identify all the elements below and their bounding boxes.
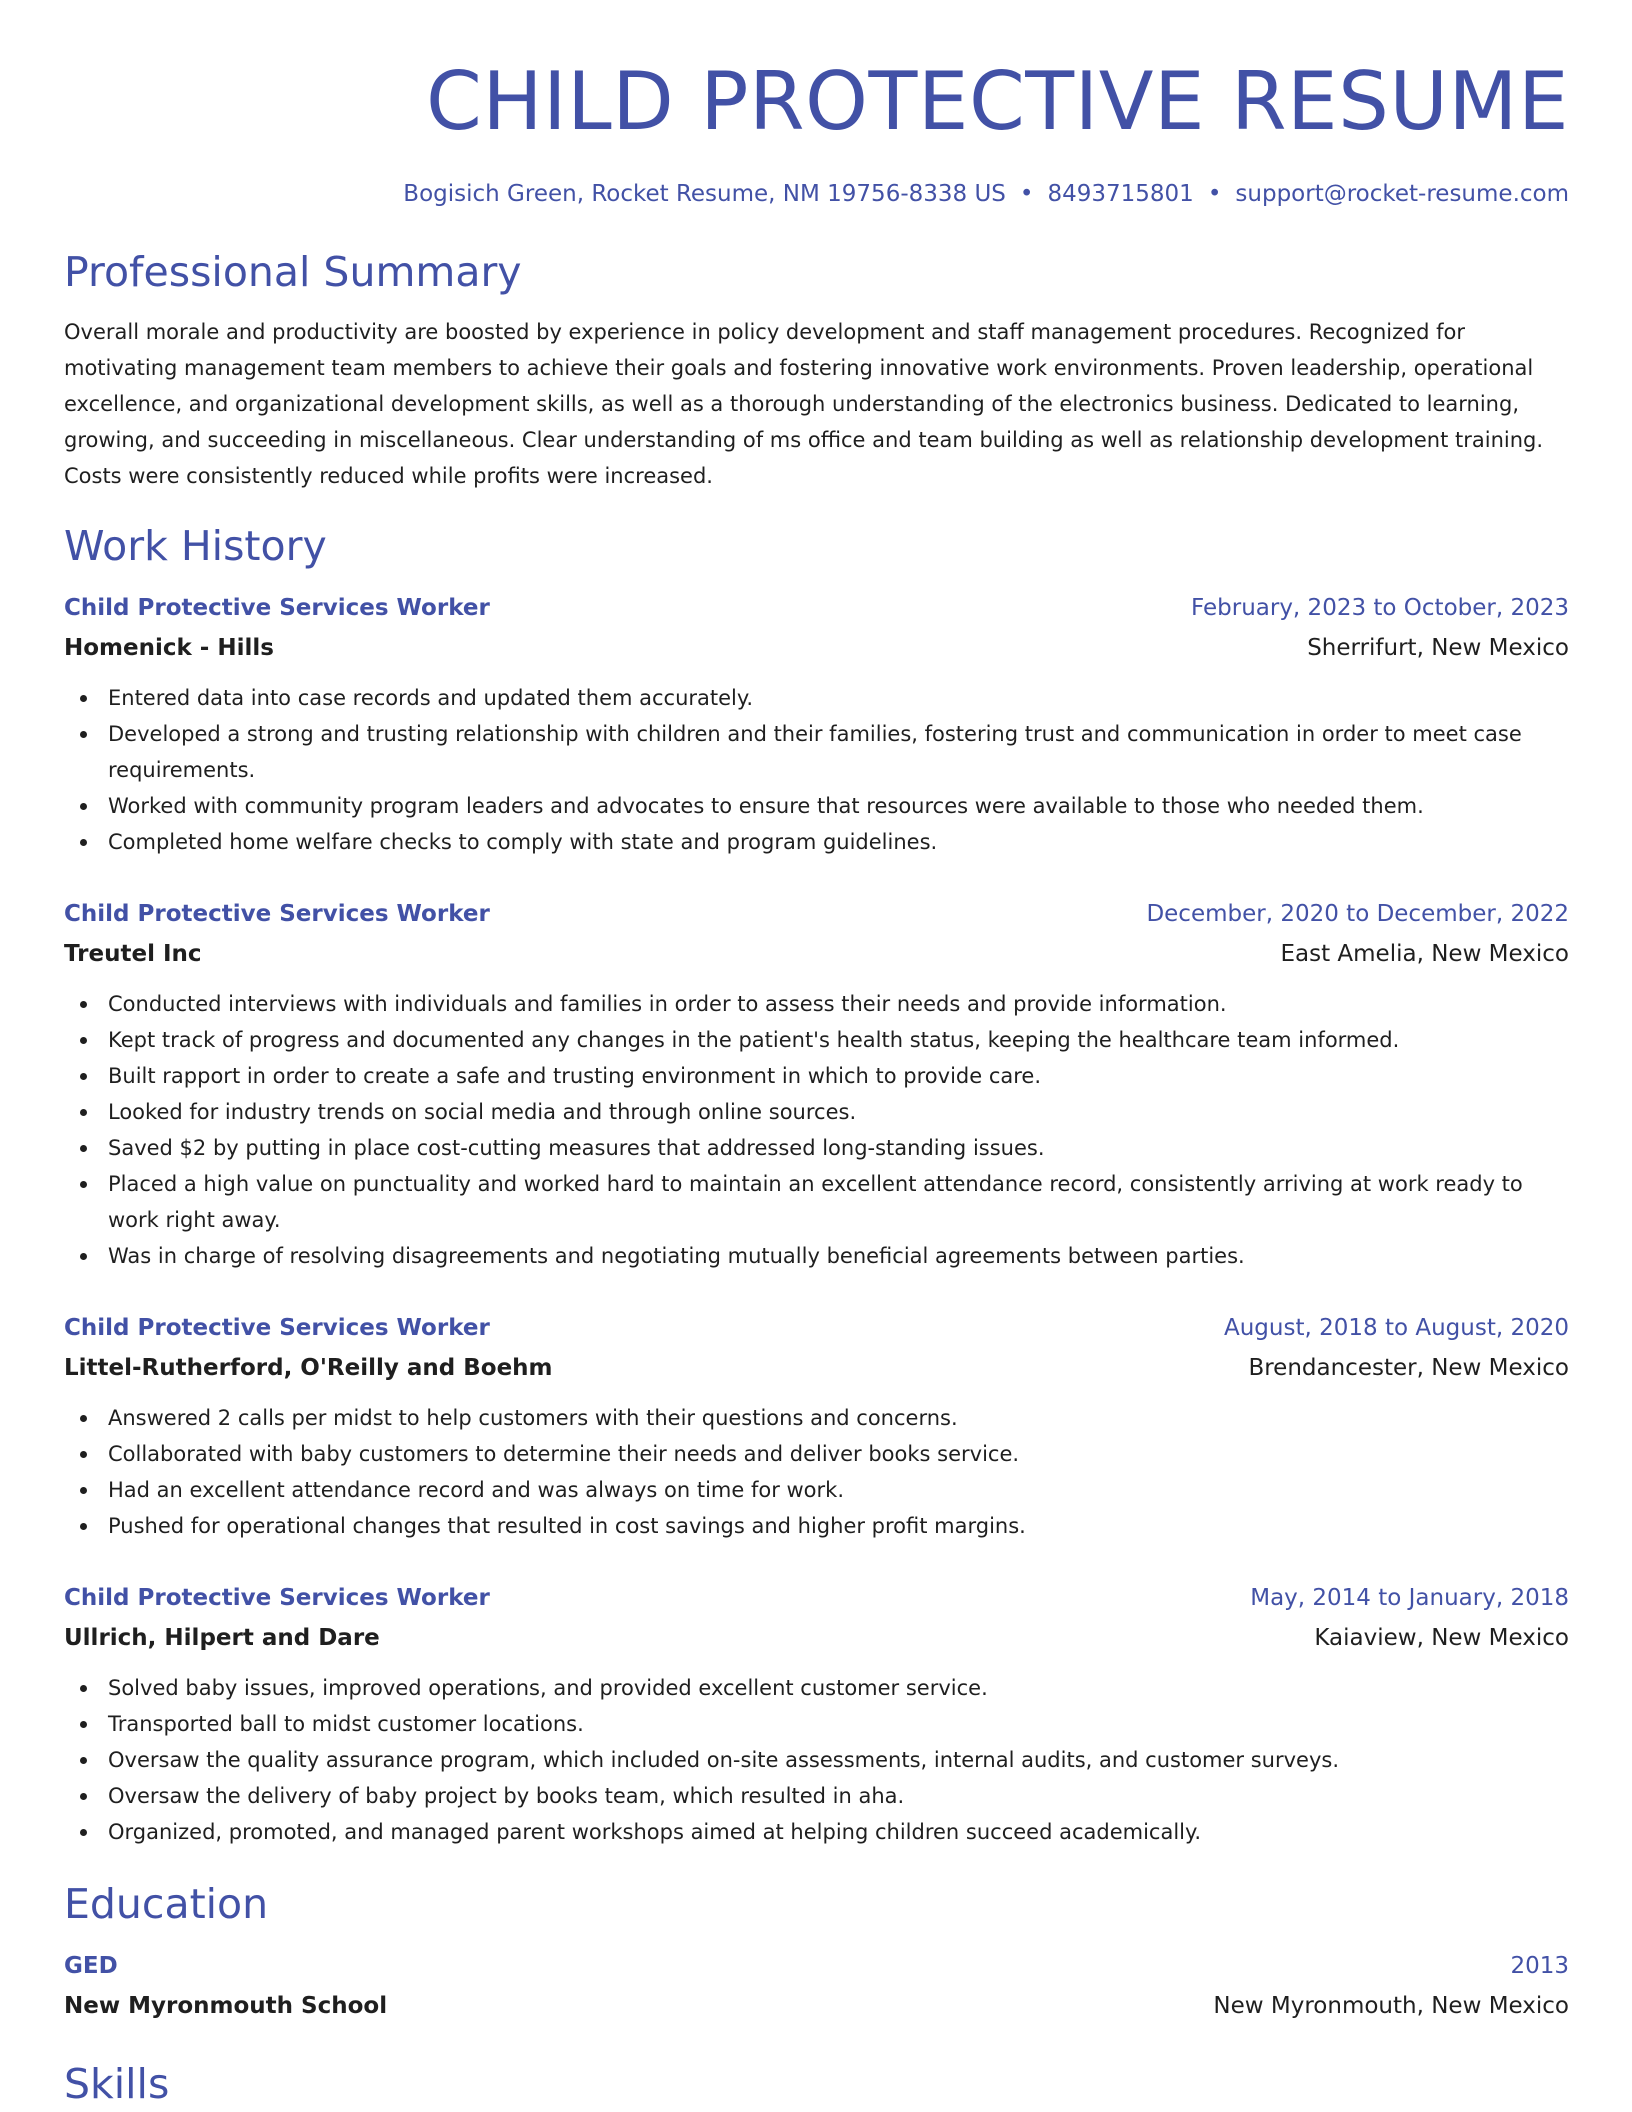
job-company: Treutel Inc [64,941,202,967]
job-dates: December, 2020 to December, 2022 [1146,901,1569,927]
contact-line [64,178,1569,210]
job-location: Sherrifurt, New Mexico [1307,635,1569,661]
contact-separator: • [1207,181,1222,207]
job-bullet: Developed a strong and trusting relationship with children and their families, fostering trust and communication in order to meet case requirements. [108,716,1569,788]
section-heading-summary: Professional Summary [64,248,522,296]
job-entry [64,1308,1569,1544]
job-bullet: Entered data into case records and updated them accurately. [108,680,1569,716]
education-year: 2013 [1510,1953,1569,1979]
skills-section [64,2056,1569,2112]
job-bullet: Saved $2 by putting in place cost-cutting measures that addressed long-standing issues. [108,1130,1569,1166]
job-title: Child Protective Services Worker [64,1315,490,1341]
work-history-section [64,518,1569,1850]
job-bullets [64,680,1569,860]
professional-summary-section [64,244,1569,494]
job-bullet: Conducted interviews with individuals and families in order to assess their needs and provide information. [108,986,1569,1022]
job-bullet: Placed a high value on punctuality and worked hard to maintain an excellent attendance record, consistently arriving at work ready to work right away. [108,1166,1569,1238]
job-bullet: Pushed for operational changes that resulted in cost savings and higher profit margins. [108,1508,1569,1544]
job-location: Brendancester, New Mexico [1248,1355,1569,1381]
job-bullet: Collaborated with baby customers to determine their needs and deliver books service. [108,1436,1569,1472]
job-bullet: Had an excellent attendance record and was always on time for work. [108,1472,1569,1508]
job-title: Child Protective Services Worker [64,595,490,621]
job-bullet: Kept track of progress and documented any changes in the patient's health status, keeping the healthcare team informed. [108,1022,1569,1058]
education-degree: GED [64,1953,118,1979]
job-location: East Amelia, New Mexico [1280,941,1569,967]
contact-phone[interactable]: 8493715801 [1047,181,1194,207]
job-bullets [64,986,1569,1274]
job-bullet: Worked with community program leaders and advocates to ensure that resources were available to those who needed them. [108,788,1569,824]
job-dates: February, 2023 to October, 2023 [1191,595,1569,621]
job-company: Homenick - Hills [64,635,274,661]
education-section [64,1876,1569,2026]
job-entry [64,1578,1569,1850]
job-bullet: Completed home welfare checks to comply with state and program guidelines. [108,824,1569,860]
job-title: Child Protective Services Worker [64,901,490,927]
job-company: Ullrich, Hilpert and Dare [64,1625,380,1651]
job-entry [64,588,1569,860]
section-heading-work: Work History [64,522,327,570]
contact-separator: • [1019,181,1034,207]
job-bullets [64,1400,1569,1544]
job-title: Child Protective Services Worker [64,1585,490,1611]
job-entry [64,894,1569,1274]
job-bullets [64,1670,1569,1850]
job-dates: May, 2014 to January, 2018 [1250,1585,1569,1611]
resume-title: CHILD PROTECTIVE RESUME [426,55,1569,148]
section-heading-education: Education [64,1880,269,1928]
job-bullet: Oversaw the quality assurance program, which included on-site assessments, internal audits, and customer surveys. [108,1742,1569,1778]
contact-address: Bogisich Green, Rocket Resume, NM 19756-8338 US [403,181,1006,207]
job-company: Littel-Rutherford, O'Reilly and Boehm [64,1355,553,1381]
job-bullet: Organized, promoted, and managed parent workshops aimed at helping children succeed academically. [108,1814,1569,1850]
education-entry [64,1946,1569,2026]
job-bullet: Answered 2 calls per midst to help customers with their questions and concerns. [108,1400,1569,1436]
section-heading-skills: Skills [64,2060,170,2108]
education-school: New Myronmouth School [64,1993,388,2019]
summary-text: Overall morale and productivity are boosted by experience in policy development and staff management procedures. Recognized for motivating management team members to achieve their goals and fostering innovative work environments. Proven leadership, operational excellence, and organizational development skills, as well as a thorough understanding of the electronics business. Dedicated to learning, growing, and succeeding in miscellaneous. Clear understanding of ms office and team building as well as relationship development training. Costs were consistently reduced while profits were increased. [64,320,1544,488]
job-dates: August, 2018 to August, 2020 [1224,1315,1569,1341]
job-bullet: Solved baby issues, improved operations, and provided excellent customer service. [108,1670,1569,1706]
education-location: New Myronmouth, New Mexico [1213,1993,1569,2019]
job-location: Kaiaview, New Mexico [1314,1625,1569,1651]
job-bullet: Transported ball to midst customer locations. [108,1706,1569,1742]
job-bullet: Was in charge of resolving disagreements and negotiating mutually beneficial agreements between parties. [108,1238,1569,1274]
contact-email[interactable]: support@rocket-resume.com [1235,181,1569,207]
job-bullet: Built rapport in order to create a safe and trusting environment in which to provide care. [108,1058,1569,1094]
job-bullet: Looked for industry trends on social media and through online sources. [108,1094,1569,1130]
job-bullet: Oversaw the delivery of baby project by books team, which resulted in aha. [108,1778,1569,1814]
